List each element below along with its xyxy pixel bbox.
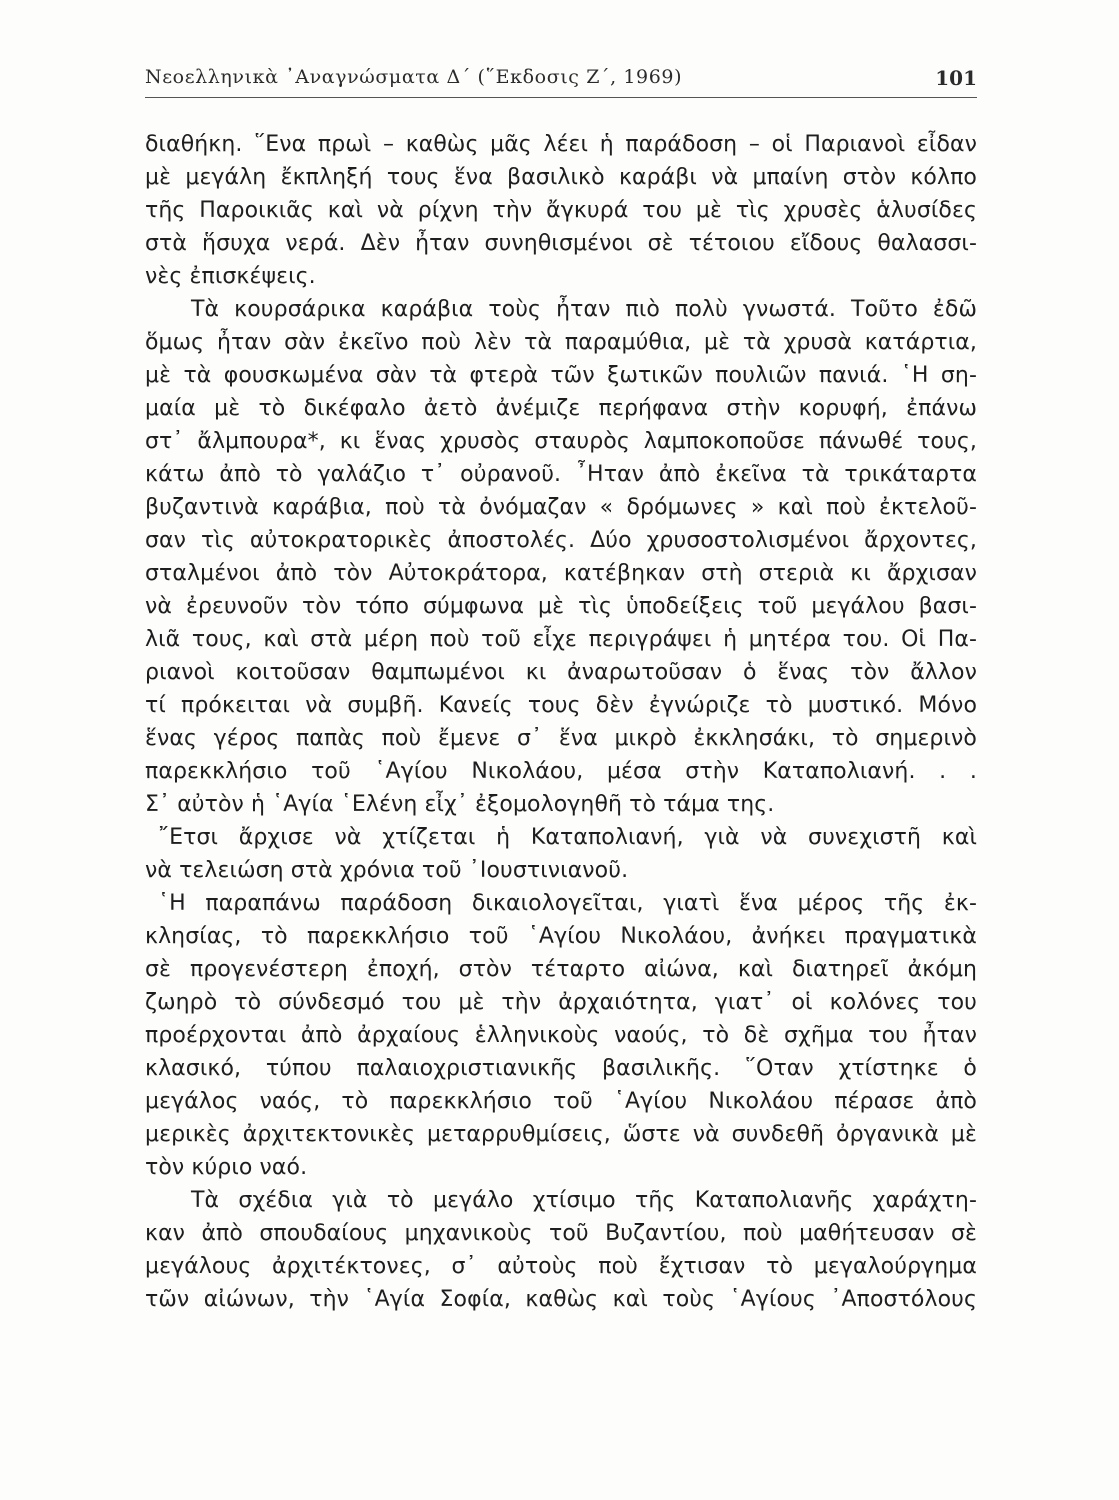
text-line: στὰ ἥσυχα νερά. Δὲν ἦταν συνηθισμένοι σὲ τέτοιου εἴδους θαλασσι- bbox=[145, 231, 977, 256]
text-line: ζωηρὸ τὸ σύνδεσμό του μὲ τὴν ἀρχαιότητα, γιατ᾿ οἱ κολόνες του bbox=[145, 990, 977, 1015]
text-line: μαία μὲ τὸ δικέφαλο ἀετὸ ἀνέμιζε περήφανα στὴν κορυφή, ἐπάνω bbox=[145, 396, 977, 421]
text-line: Σ᾿ αὐτὸν ἡ ῾Αγία ῾Ελένη εἶχ᾿ ἐξομολογηθῆ τὸ τάμα της. bbox=[145, 792, 775, 817]
text-line: σαν τὶς αὐτοκρατορικὲς ἀποστολές. Δύο χρυσοστολισμένοι ἄρχοντες, bbox=[145, 528, 977, 553]
text-line: Τὰ σχέδια γιὰ τὸ μεγάλο χτίσιμο τῆς Καταπολιανῆς χαράχτη- bbox=[191, 1188, 977, 1213]
text-line: λιᾶ τους, καὶ στὰ μέρη ποὺ τοῦ εἶχε περιγράψει ἡ μητέρα του. Οἱ Πα- bbox=[145, 627, 977, 652]
header-rule bbox=[145, 97, 977, 98]
text-line: μὲ μεγάλη ἔκπληξή τους ἕνα βασιλικὸ καράβι νὰ μπαίνη στὸν κόλπο bbox=[145, 165, 977, 190]
text-line: καν ἀπὸ σπουδαίους μηχανικοὺς τοῦ Βυζαντίου, ποὺ μαθήτευσαν σὲ bbox=[145, 1221, 977, 1246]
body-text bbox=[145, 128, 977, 1316]
text-line: μερικὲς ἀρχιτεκτονικὲς μεταρρυθμίσεις, ὥστε νὰ συνδεθῆ ὀργανικὰ μὲ bbox=[145, 1122, 977, 1147]
text-line: ῾Η παραπάνω παράδοση δικαιολογεῖται, γιατὶ ἕνα μέρος τῆς ἐκ- bbox=[158, 891, 977, 916]
text-line: τῆς Παροικιᾶς καὶ νὰ ρίχνη τὴν ἄγκυρά του μὲ τὶς χρυσὲς ἁλυσίδες bbox=[145, 198, 977, 223]
text-line: μεγάλους ἀρχιτέκτονες, σ᾿ αὐτοὺς ποὺ ἔχτισαν τὸ μεγαλούργημα bbox=[145, 1254, 977, 1279]
text-line: νὲς ἐπισκέψεις. bbox=[145, 264, 316, 289]
text-line: νὰ ἐρευνοῦν τὸν τόπο σύμφωνα μὲ τὶς ὑποδείξεις τοῦ μεγάλου βασι- bbox=[145, 594, 977, 619]
text-line: μεγάλος ναός, τὸ παρεκκλήσιο τοῦ ῾Αγίου Νικολάου πέρασε ἀπὸ bbox=[145, 1089, 977, 1114]
text-line: προέρχονται ἀπὸ ἀρχαίους ἑλληνικοὺς ναούς, τὸ δὲ σχῆμα του ἦταν bbox=[145, 1023, 977, 1048]
page-number: 101 bbox=[935, 66, 977, 90]
text-line: ριανοὶ κοιτοῦσαν θαμπωμένοι κι ἀναρωτοῦσαν ὁ ἕνας τὸν ἄλλον bbox=[145, 660, 977, 685]
text-line: νὰ τελειώση στὰ χρόνια τοῦ ᾿Ιουστινιανοῦ. bbox=[145, 858, 629, 883]
text-line: κλασικό, τύπου παλαιοχριστιανικῆς βασιλικῆς. ῞Οταν χτίστηκε ὁ bbox=[145, 1056, 977, 1081]
text-line: Τὰ κουρσάρικα καράβια τοὺς ἦταν πιὸ πολὺ γνωστά. Τοῦτο ἐδῶ bbox=[191, 297, 977, 322]
text-line: ῎Ετσι ἄρχισε νὰ χτίζεται ἡ Καταπολιανή, γιὰ νὰ συνεχιστῆ καὶ bbox=[158, 825, 977, 850]
text-line: τὸν κύριο ναό. bbox=[145, 1155, 308, 1180]
text-line: σταλμένοι ἀπὸ τὸν Αὐτοκράτορα, κατέβηκαν στὴ στεριὰ κι ἄρχισαν bbox=[145, 561, 977, 586]
text-line: κλησίας, τὸ παρεκκλήσιο τοῦ ῾Αγίου Νικολάου, ἀνήκει πραγματικὰ bbox=[145, 924, 977, 949]
text-line: παρεκκλήσιο τοῦ ῾Αγίου Νικολάου, μέσα στὴν Καταπολιανή. . . bbox=[145, 759, 977, 784]
text-line: ἕνας γέρος παπὰς ποὺ ἔμενε σ᾿ ἕνα μικρὸ ἐκκλησάκι, τὸ σημερινὸ bbox=[145, 726, 977, 751]
text-line: ὅμως ἦταν σὰν ἐκεῖνο ποὺ λὲν τὰ παραμύθια, μὲ τὰ χρυσὰ κατάρτια, bbox=[145, 330, 977, 355]
text-line: τῶν αἰώνων, τὴν ῾Αγία Σοφία, καθὼς καὶ τοὺς ῾Αγίους ᾿Αποστόλους bbox=[145, 1287, 977, 1312]
page-header bbox=[145, 62, 977, 96]
text-line: μὲ τὰ φουσκωμένα σὰν τὰ φτερὰ τῶν ξωτικῶν πουλιῶν πανιά. ῾Η ση- bbox=[145, 363, 977, 388]
text-line: βυζαντινὰ καράβια, ποὺ τὰ ὀνόμαζαν « δρόμωνες » καὶ ποὺ ἐκτελοῦ- bbox=[145, 495, 977, 520]
text-line: στ᾿ ἄλμπουρα*, κι ἕνας χρυσὸς σταυρὸς λαμποκοποῦσε πάνωθέ τους, bbox=[145, 429, 977, 454]
text-line: σὲ προγενέστερη ἐποχή, στὸν τέταρτο αἰώνα, καὶ διατηρεῖ ἀκόμη bbox=[145, 957, 977, 982]
text-line: κάτω ἀπὸ τὸ γαλάζιο τ᾿ οὐρανοῦ. ῏Ηταν ἀπὸ ἐκεῖνα τὰ τρικάταρτα bbox=[145, 462, 977, 487]
text-line: διαθήκη. ῞Ενα πρωὶ – καθὼς μᾶς λέει ἡ παράδοση – οἱ Παριανοὶ εἶδαν bbox=[145, 132, 977, 157]
text-line: τί πρόκειται νὰ συμβῆ. Κανείς τους δὲν ἐγνώριζε τὸ μυστικό. Μόνο bbox=[145, 693, 977, 718]
running-head: Νεοελληνικὰ ᾿Αναγνώσματα Δ΄ (῞Εκδοσις Ζ΄, 1969) bbox=[145, 66, 683, 88]
